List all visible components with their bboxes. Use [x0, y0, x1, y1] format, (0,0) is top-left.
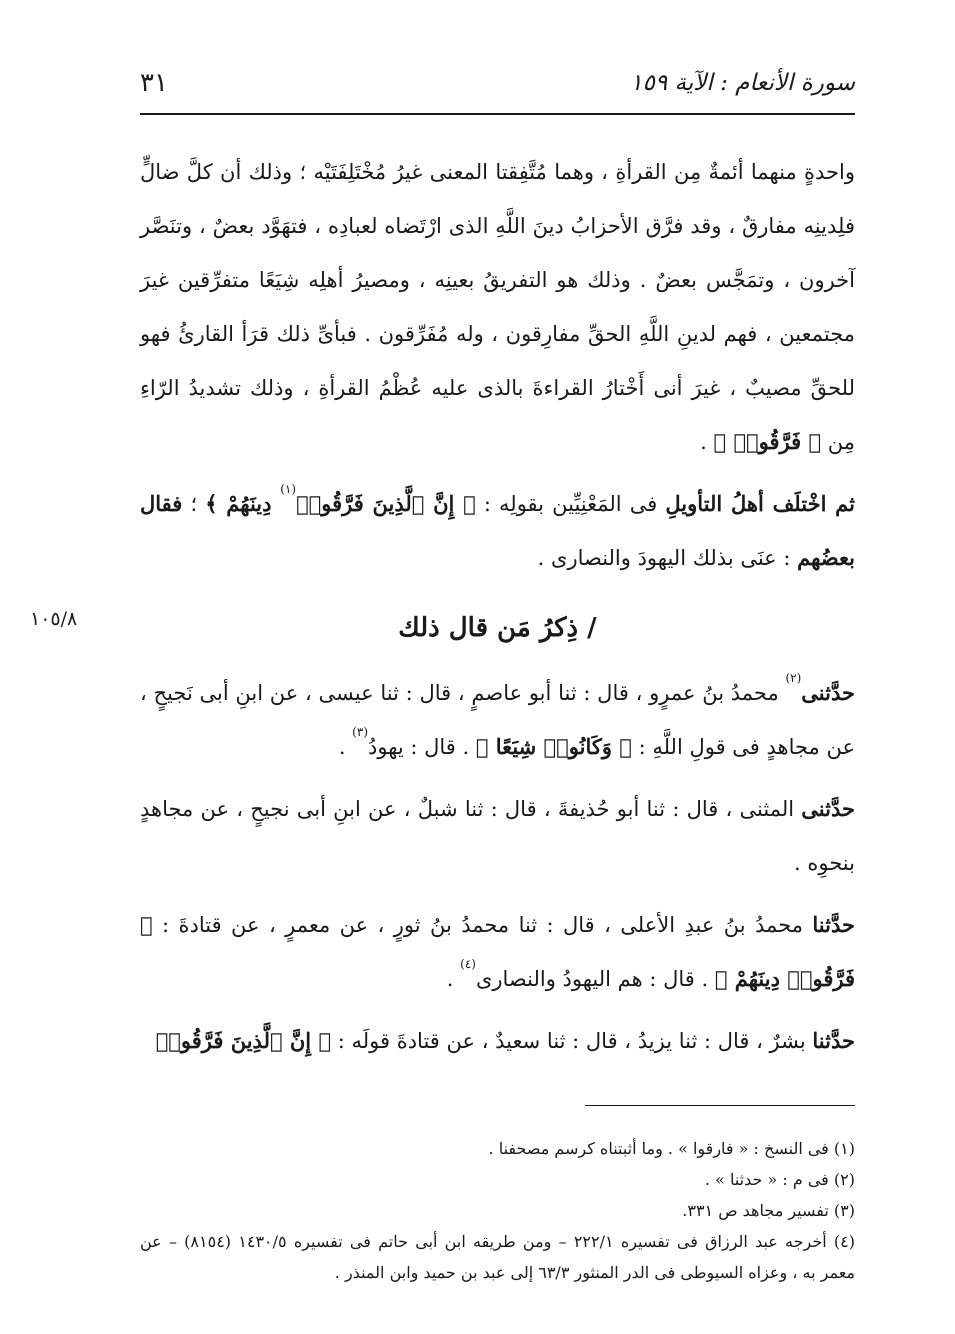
paragraph	[140, 1014, 855, 1068]
paragraph	[140, 898, 855, 1006]
text-run: .	[446, 967, 461, 991]
text-run: واحدةٍ منهما أئمةٌ مِن القرأةِ ، وهما مُتَّفِقتا المعنى غيرُ مُخْتَلِفَتَيْه ؛ وذلك أن كلَّ ضالٍّ فلِدينِه مفارقٌ ، وقد فرَّق الأحزابُ دينَ اللَّهِ الذى ارْتَضاه لعبادِه ، فتهَوَّد بعضٌ ، وتنَصَّر آخرون ، وتمَجَّس بعضٌ . وذلك هو التفريقُ بعينِه ، ومصيرُ أهلِه شِيَعًا متفرِّقين غيرَ مجتمعين ، فهم لدينِ اللَّهِ الحقِّ مفارِقون ، وله مُفَرِّقون . فبأىِّ ذلك قرَأ القارئُ فهو للحقِّ مصيبٌ ، غيرَ أنى أَخْتارُ القراءةَ بالذى عليه عُظْمُ القرأةِ ، وذلك تشديدُ الرّاءِ مِن	[140, 160, 855, 454]
footnote-4: (٤) أخرجه عبد الرزاق فى تفسيره ٢٢٢/١ – ومن طريقه ابن أبى حاتم فى تفسيره ١٤٣٠/٥ (٨١٥٤) – عن معمر به ، وعزاه السيوطى فى الدر المنثور ٦٣/٣ إلى عبد بن حميد وابن المنذر .	[140, 1232, 856, 1282]
footnote-2: (٢) فى م : « حدثنا » .	[704, 1170, 855, 1189]
footnote-3: (٣) تفسير مجاهد ص ٣٣١.	[682, 1201, 855, 1220]
quran-quote: ﴿ إِنَّ ٱلَّذِينَ فَرَّقُوا۟	[155, 1028, 332, 1053]
quran-quote: ﴿ إِنَّ ٱلَّذِينَ فَرَّقُوا۟	[296, 491, 476, 516]
quran-quote: ﴿ فَرَّقُوا۟ دِينَهُمْ ﴾	[140, 912, 855, 991]
main-text-top	[140, 145, 855, 585]
quran-quote: ﴿ فَرَّقُوا۟ ﴾	[713, 429, 822, 454]
running-title: سورة الأنعام : الآية ١٥٩	[630, 70, 855, 96]
lead-phrase: حدَّثنا	[812, 912, 855, 937]
lead-phrase: فقال بعضُهم	[140, 491, 855, 570]
page-number: ٣١	[140, 68, 168, 98]
footnote-marker: (٤)	[460, 957, 476, 971]
paragraph	[140, 145, 855, 469]
quran-quote: دِينَهُمْ ﴾	[205, 491, 281, 516]
lead-phrase: حدَّثنا	[812, 1028, 855, 1053]
quran-quote: ﴿ وَكَانُوا۟ شِيَعًا ﴾	[475, 734, 632, 759]
margin-reference: ١٠٥/٨	[30, 608, 78, 630]
footnote-marker: (٣)	[352, 725, 368, 739]
header-rule	[140, 113, 855, 115]
text-run: بشرٌ ، قال : ثنا يزيدُ ، قال : ثنا سعيدٌ ، عن قتادةَ قولَه :	[331, 1029, 813, 1053]
main-text-bottom	[140, 666, 855, 1068]
text-run: . قال : هم اليهودُ والنصارى	[475, 967, 715, 991]
footnote-1: (١) فى النسخ : « فارقوا » . وما أثبتناه كرسم مصحفنا .	[488, 1139, 855, 1158]
footnotes	[140, 1133, 855, 1288]
lead-phrase: حدَّثنى	[801, 680, 855, 705]
lead-phrase: حدَّثنى	[801, 796, 855, 821]
footnote-marker: (١)	[280, 482, 297, 496]
running-header	[140, 58, 855, 108]
lead-phrase: ثم اخْتلَف أهلُ التأويلِ	[665, 491, 855, 516]
text-run: فى المَعْنِيِّين بقولِه :	[475, 492, 666, 516]
text-run: .	[700, 430, 714, 454]
paragraph	[140, 477, 855, 585]
text-run: محمدُ بنُ عمرٍو ، قال : ثنا أبو عاصمٍ ، قال : ثنا عيسى ، عن ابنِ أبى نَجيحٍ ، عن مجاهدٍ فى قولِ اللَّهِ :	[140, 681, 855, 759]
section-heading: / ذِكرُ مَن قال ذلك	[398, 613, 597, 643]
footnote-rule	[585, 1105, 855, 1106]
text-run: محمدُ بنُ عبدِ الأعلى ، قال : ثنا محمدُ بنُ ثورٍ ، عن معمرٍ ، عن قتادةَ :	[152, 913, 813, 937]
text-run: المثنى ، قال : ثنا أبو حُذيفةَ ، قال : ثنا شبلٌ ، عن ابنِ أبى نجيحٍ ، عن مجاهدٍ بنحوِه .	[140, 797, 855, 875]
text-run: .	[338, 735, 353, 759]
text-run: : عنَى بذلك اليهودَ والنصارى .	[537, 546, 798, 570]
paragraph	[140, 666, 855, 774]
footnote-marker: (٢)	[785, 671, 802, 685]
text-run: . قال : يهودُ	[368, 735, 476, 759]
paragraph	[140, 782, 855, 890]
text-run: ؛	[182, 492, 206, 516]
